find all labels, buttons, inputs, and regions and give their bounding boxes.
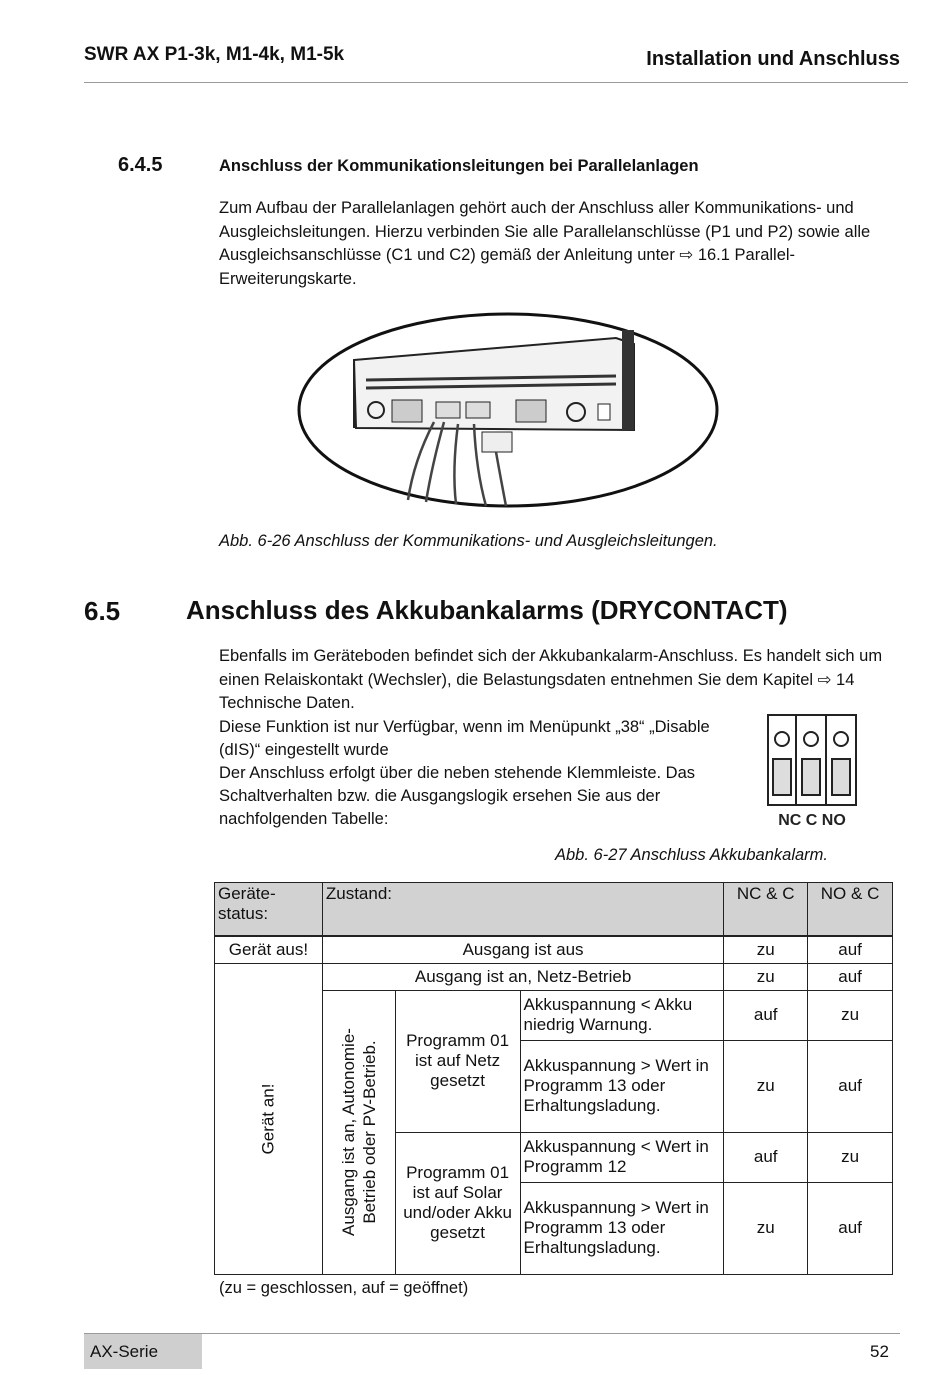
condition: Akkuspannung < Wert in Programm 12 [520, 1132, 724, 1182]
table-row [215, 936, 893, 963]
header-nc: NC & C [724, 883, 808, 937]
section-number: 6.5 [84, 596, 121, 626]
page-number: 52 [870, 1342, 889, 1361]
availability-note: Diese Funktion ist nur Verfügbar, wenn im Menüpunkt „38“ „Disable (dIS)“ eingestellt wurde [219, 718, 710, 759]
subsection-number: 6.4.5 [118, 154, 163, 176]
state-grid: Ausgang ist an, Netz-Betrieb [322, 963, 723, 990]
no-value: auf [808, 1040, 893, 1132]
terminal-block-illustration [764, 711, 860, 833]
status-on: Gerät an! [215, 963, 323, 1274]
nc-value: zu [724, 1040, 808, 1132]
header-state: Zustand: [322, 883, 723, 937]
section-body-2 [219, 716, 749, 831]
connection-note: Der Anschluss erfolgt über die neben stehende Klemmleiste. Das Schaltverhalten bzw. die Ausgangslogik ersehen Sie aus der nachfolgenden Tabelle: [219, 764, 696, 828]
figure-caption-6-26: Abb. 6-26 Anschluss der Kommunikations- und Ausgleichsleitungen. [219, 532, 718, 550]
no-value: auf [808, 936, 893, 963]
parallel-connection-illustration [296, 310, 722, 512]
nc-value: auf [724, 990, 808, 1040]
footer-series: AX-Serie [90, 1342, 159, 1361]
table-legend: (zu = geschlossen, auf = geöffnet) [219, 1279, 469, 1297]
figure-caption-6-27: Abb. 6-27 Anschluss Akkubankalarm. [555, 846, 828, 864]
section-body: Ebenfalls im Geräteboden befindet sich der Akkubankalarm-Anschluss. Es handelt sich um einen Relaiskontakt (Wechsler), die Belastungsdaten entnehmen Sie dem Kapitel ⇨ 14 Technische Daten. [219, 647, 883, 712]
status-off: Gerät aus! [215, 936, 323, 963]
terminal-labels: NC C NO [778, 812, 846, 829]
section-title: Anschluss des Akkubankalarms (DRYCONTACT) [186, 595, 788, 625]
table-header-row [215, 883, 893, 937]
condition: Akkuspannung < Akku niedrig Warnung. [520, 990, 724, 1040]
nc-value: zu [724, 1182, 808, 1274]
no-value: zu [808, 990, 893, 1040]
table-row [215, 963, 893, 990]
no-value: auf [808, 1182, 893, 1274]
program-solar: Programm 01 ist auf Solar und/oder Akku gesetzt [395, 1132, 520, 1274]
nc-value: auf [724, 1132, 808, 1182]
alarm-logic-table [214, 882, 893, 1275]
state-off: Ausgang ist aus [322, 936, 723, 963]
no-value: auf [808, 963, 893, 990]
condition: Akkuspannung > Wert in Programm 13 oder Erhaltungsladung. [520, 1182, 724, 1274]
nc-value: zu [724, 963, 808, 990]
no-value: zu [808, 1132, 893, 1182]
header-title: SWR AX P1-3k, M1-4k, M1-5k [84, 44, 345, 65]
state-autonomous: Ausgang ist an, Autonomie- Betrieb oder PV-Betrieb. [322, 990, 395, 1274]
subsection-body: Zum Aufbau der Parallelanlagen gehört auch der Anschluss aller Kommunikations- und Ausgleichsleitungen. Hierzu verbinden Sie alle Parallelanschlüsse (P1 und P2) sowie alle Ausgleichsanschlüsse (C1 und C2) gemäß der Anleitung unter ⇨ 16.1 Parallel-Erweiterungskarte. [219, 199, 871, 288]
nc-value: zu [724, 936, 808, 963]
header-no: NO & C [808, 883, 893, 937]
program-grid: Programm 01 ist auf Netz gesetzt [395, 990, 520, 1132]
condition: Akkuspannung > Wert in Programm 13 oder Erhaltungsladung. [520, 1040, 724, 1132]
header-divider [84, 82, 908, 83]
footer-divider [84, 1333, 900, 1334]
header-status: Geräte-status: [215, 883, 323, 937]
header-chapter: Installation und Anschluss [646, 48, 900, 70]
subsection-title: Anschluss der Kommunikationsleitungen bei Parallelanlagen [219, 157, 699, 175]
